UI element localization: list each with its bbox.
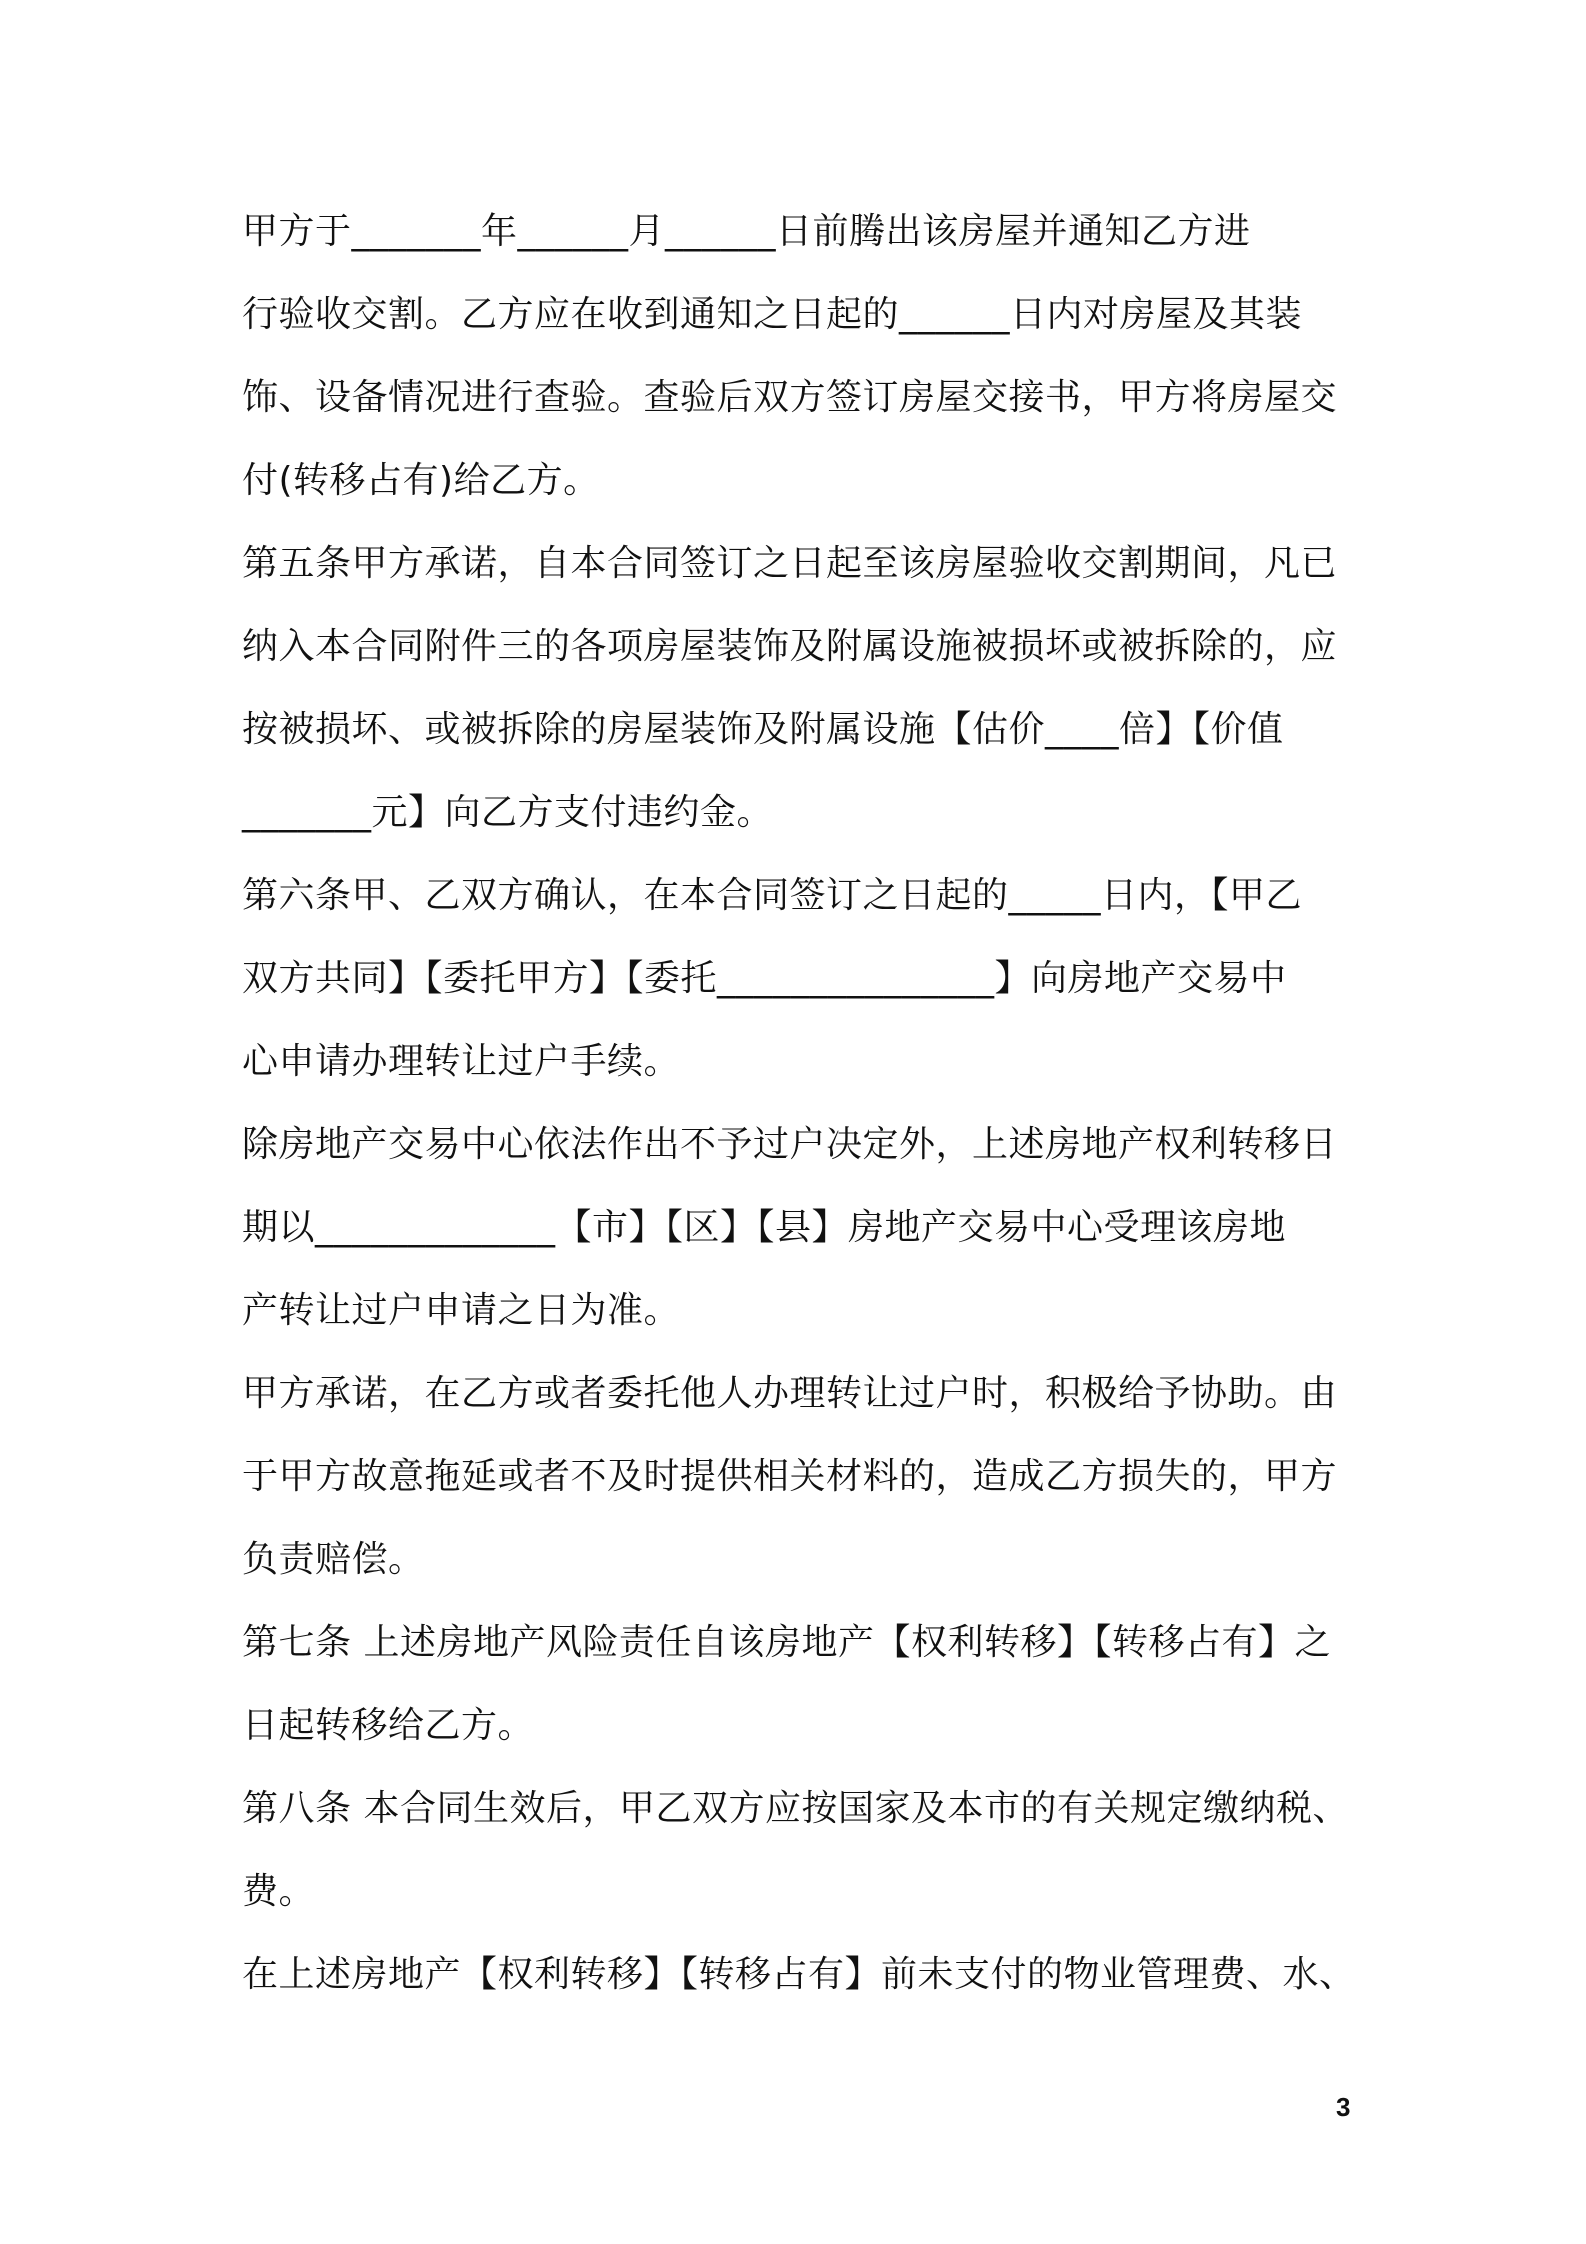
text-line: 付(转移占有)给乙方。 <box>242 460 600 501</box>
text-line: 甲方承诺，在乙方或者委托他人办理转让过户时，积极给予协助。由 <box>242 1373 1338 1414</box>
text-line: 日起转移给乙方。 <box>242 1705 535 1746</box>
text-line: 第五条甲方承诺，自本合同签订之日起至该房屋验收交割期间，凡已 <box>242 543 1338 584</box>
text-line: 第八条 本合同生效后，甲乙双方应按国家及本市的有关规定缴纳税、 <box>242 1788 1349 1829</box>
text-line: 纳入本合同附件三的各项房屋装饰及附属设施被损坏或被拆除的，应 <box>242 626 1338 667</box>
text-line: 于甲方故意拖延或者不及时提供相关材料的，造成乙方损失的，甲方 <box>242 1456 1338 1497</box>
text-line: 行验收交割。乙方应在收到通知之日起的______日内对房屋及其装 <box>242 294 1303 335</box>
text-line: 按被损坏、或被拆除的房屋装饰及附属设施【估价____倍】【价值 <box>242 709 1284 750</box>
text-line: 饰、设备情况进行查验。查验后双方签订房屋交接书，甲方将房屋交 <box>242 377 1338 418</box>
text-line: _______元】向乙方支付违约金。 <box>242 792 774 833</box>
page-number: 3 <box>1336 2092 1351 2122</box>
text-line: 第六条甲、乙双方确认，在本合同签订之日起的_____日内，【甲乙 <box>242 875 1303 916</box>
text-line: 产转让过户申请之日为准。 <box>242 1290 681 1331</box>
text-line: 在上述房地产【权利转移】【转移占有】前未支付的物业管理费、水、 <box>242 1954 1356 1995</box>
contract-text <box>242 190 1362 2016</box>
text-line: 期以_____________【市】【区】【县】房地产交易中心受理该房地 <box>242 1207 1287 1248</box>
text-line: 第七条 上述房地产风险责任自该房地产【权利转移】【转移占有】之 <box>242 1622 1331 1663</box>
text-line: 甲方于_______年______月______日前腾出该房屋并通知乙方进 <box>242 211 1251 252</box>
text-line: 费。 <box>242 1871 316 1912</box>
text-line: 除房地产交易中心依法作出不予过户决定外，上述房地产权利转移日 <box>242 1124 1338 1165</box>
text-line: 负责赔偿。 <box>242 1539 425 1580</box>
text-line: 双方共同】【委托甲方】【委托_______________】向房地产交易中 <box>242 958 1287 999</box>
text-line: 心申请办理转让过户手续。 <box>242 1041 681 1082</box>
